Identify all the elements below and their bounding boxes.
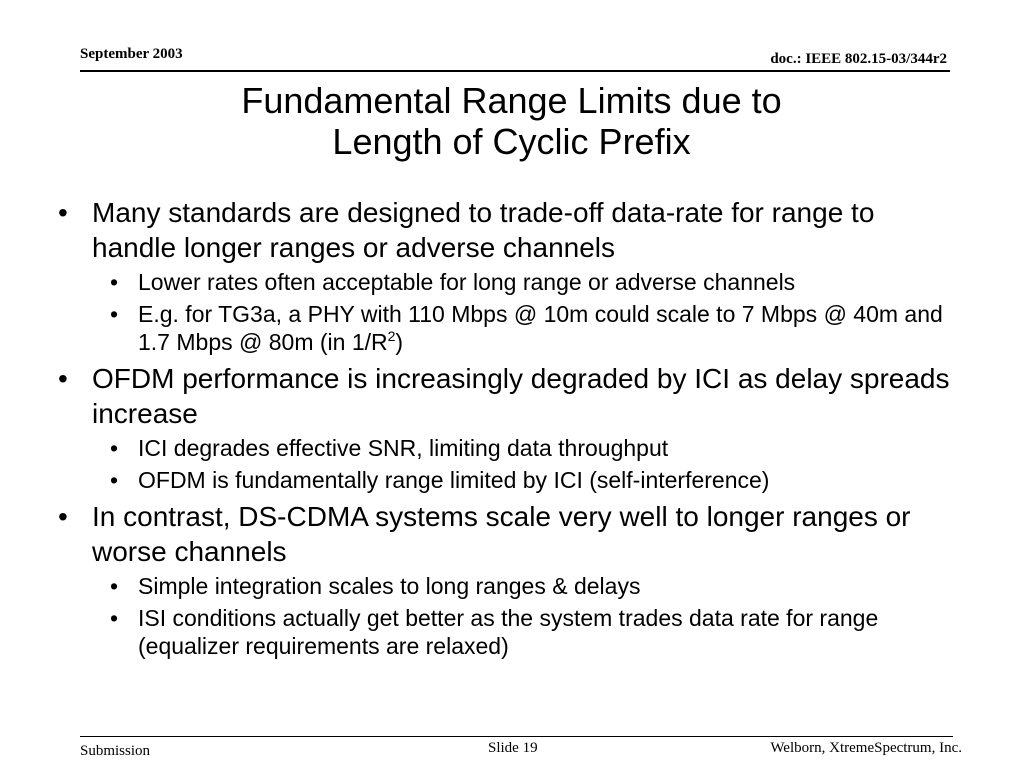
bullet-icon: • xyxy=(110,467,119,493)
sub-bullet-text xyxy=(138,301,943,355)
sub-bullet-text: OFDM is fundamentally range limited by ICI (self-interference) xyxy=(138,467,770,493)
sub-bullet-item xyxy=(58,572,958,600)
sub-bullet-text: ICI degrades effective SNR, limiting data throughput xyxy=(138,435,669,461)
sub-bullet-text-end: ) xyxy=(395,329,404,355)
footer-slide-number: Slide 19 xyxy=(488,740,538,756)
bullet-icon: • xyxy=(110,435,119,461)
sub-bullet-item xyxy=(58,268,958,296)
slide-title xyxy=(0,80,1023,162)
header-rule xyxy=(80,70,950,72)
sub-bullet-text: ISI conditions actually get better as the system trades data rate for range (equalizer requirements are relaxed) xyxy=(138,605,879,659)
bullet-text: OFDM performance is increasingly degraded by ICI as delay spreads increase xyxy=(92,363,950,429)
bullet-icon: • xyxy=(110,605,119,631)
header-doc-id: doc.: IEEE 802.15-03/344r2 xyxy=(770,51,947,67)
superscript: 2 xyxy=(387,328,396,344)
bullet-icon: • xyxy=(58,501,68,532)
bullet-icon: • xyxy=(110,269,119,295)
bullet-icon: • xyxy=(110,301,119,327)
footer-rule xyxy=(80,736,953,737)
sub-bullet-item xyxy=(58,466,958,494)
bullet-icon: • xyxy=(58,197,68,228)
footer-author: Welborn, XtremeSpectrum, Inc. xyxy=(770,740,962,756)
bullet-item xyxy=(58,499,958,569)
slide-body xyxy=(58,195,958,660)
sub-bullet-text-main: E.g. for TG3a, a PHY with 110 Mbps @ 10m could scale to 7 Mbps @ 40m and 1.7 Mbps @ 80m (in 1/R xyxy=(138,301,943,355)
bullet-icon: • xyxy=(110,573,119,599)
sub-bullet-item xyxy=(58,300,958,356)
slide-title-line-2: Length of Cyclic Prefix xyxy=(332,121,691,162)
sub-bullet-item xyxy=(58,434,958,462)
footer-submission: Submission xyxy=(80,743,151,759)
slide-title-line-1: Fundamental Range Limits due to xyxy=(241,80,782,121)
sub-bullet-text: Simple integration scales to long ranges & delays xyxy=(138,573,641,599)
sub-bullet-text: Lower rates often acceptable for long range or adverse channels xyxy=(138,269,796,295)
bullet-text: In contrast, DS-CDMA systems scale very well to longer ranges or worse channels xyxy=(92,501,911,567)
bullet-item xyxy=(58,195,958,265)
header-date: September 2003 xyxy=(80,46,183,62)
bullet-text: Many standards are designed to trade-off data-rate for range to handle longer ranges or adverse channels xyxy=(92,197,875,263)
bullet-item xyxy=(58,361,958,431)
bullet-icon: • xyxy=(58,363,68,394)
sub-bullet-item xyxy=(58,604,958,660)
